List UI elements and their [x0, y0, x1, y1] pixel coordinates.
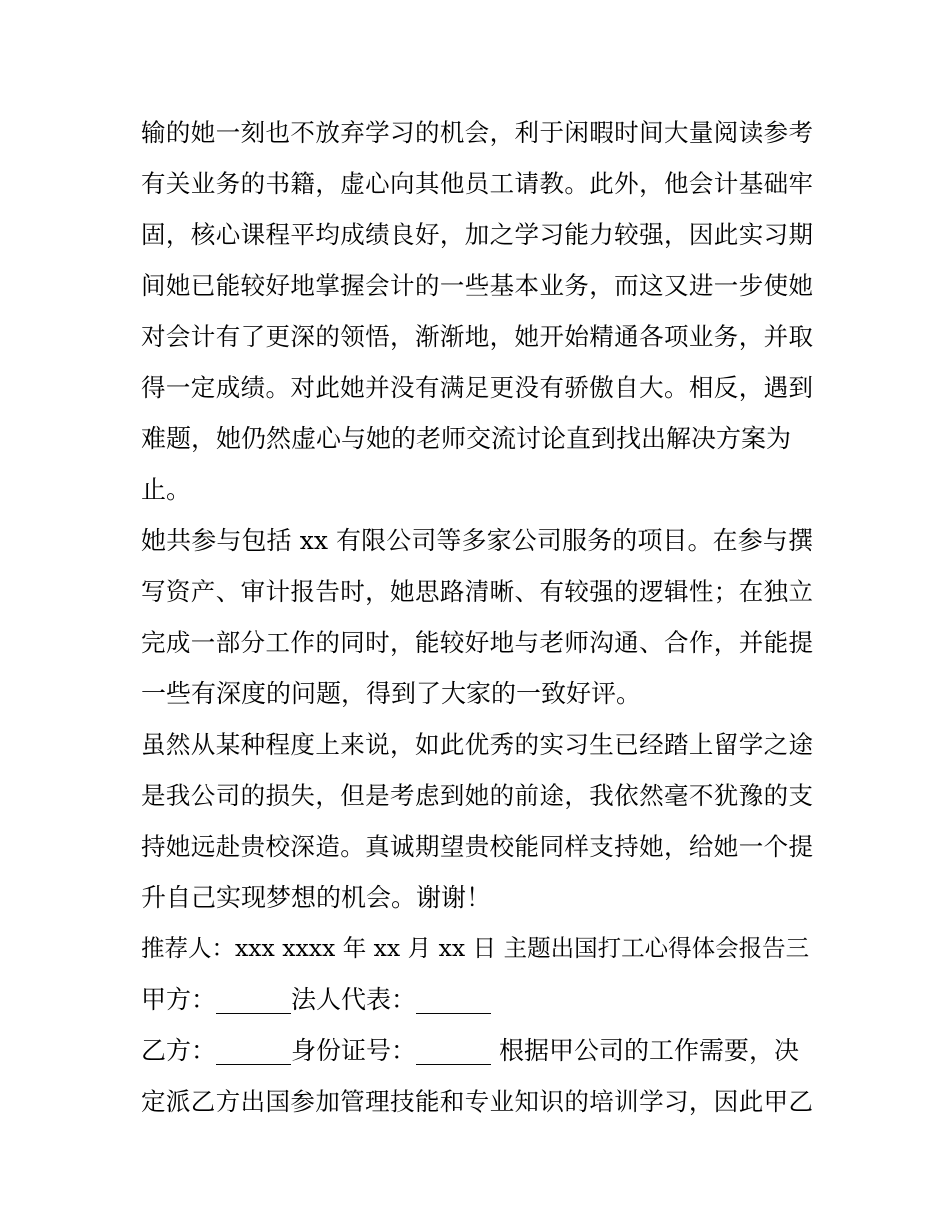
- text-line-7: 难题，她仍然虚心与她的老师交流讨论直到找出解决方案为: [141, 424, 792, 453]
- document-body: [141, 107, 813, 1127]
- text-line-2: 有关业务的书籍，虚心向其他员工请教。此外，他会计基础牢: [141, 169, 813, 198]
- text-line-3: 固，核心课程平均成绩良好，加之学习能力较强，因此实习期: [141, 220, 813, 249]
- text-line-8: 止。: [141, 475, 192, 504]
- text-line-17: 推荐人：xxx xxxx 年 xx 月 xx 日 主题出国打工心得体会报告三: [141, 934, 810, 962]
- text-line-4: 间她已能较好地掌握会计的一些基本业务，而这又进一步使她: [141, 271, 813, 300]
- text-line-12: 一些有深度的问题，得到了大家的一致好评。: [141, 679, 642, 708]
- text-line-6: 得一定成绩。对此她并没有满足更没有骄傲自大。相反，遇到: [141, 373, 813, 402]
- text-line-10: 写资产、审计报告时，她思路清晰、有较强的逻辑性；在独立: [141, 577, 813, 606]
- text-line-5: 对会计有了更深的领悟，渐渐地，她开始精通各项业务，并取: [141, 322, 813, 351]
- text-line-9: 她共参与包括 xx 有限公司等多家公司服务的项目。在参与撰: [141, 526, 813, 555]
- text-line-15: 持她远赴贵校深造。真诚期望贵校能同样支持她，给她一个提: [141, 832, 813, 861]
- text-line-20: 定派乙方出国参加管理技能和专业知识的培训学习，因此甲乙: [141, 1087, 813, 1116]
- text-line-18: 甲方：______法人代表：______: [141, 985, 492, 1014]
- text-line-1: 输的她一刻也不放弃学习的机会，利于闲暇时间大量阅读参考: [141, 118, 813, 147]
- text-line-16: 升自己实现梦想的机会。谢谢！: [141, 883, 492, 912]
- text-line-14: 是我公司的损失，但是考虑到她的前途，我依然毫不犹豫的支: [141, 781, 813, 810]
- text-line-19: 乙方：______身份证号：______ 根据甲公司的工作需要，决: [141, 1036, 799, 1065]
- text-line-11: 完成一部分工作的同时，能较好地与老师沟通、合作，并能提: [141, 628, 813, 657]
- text-line-13: 虽然从某种程度上来说，如此优秀的实习生已经踏上留学之途: [141, 730, 813, 759]
